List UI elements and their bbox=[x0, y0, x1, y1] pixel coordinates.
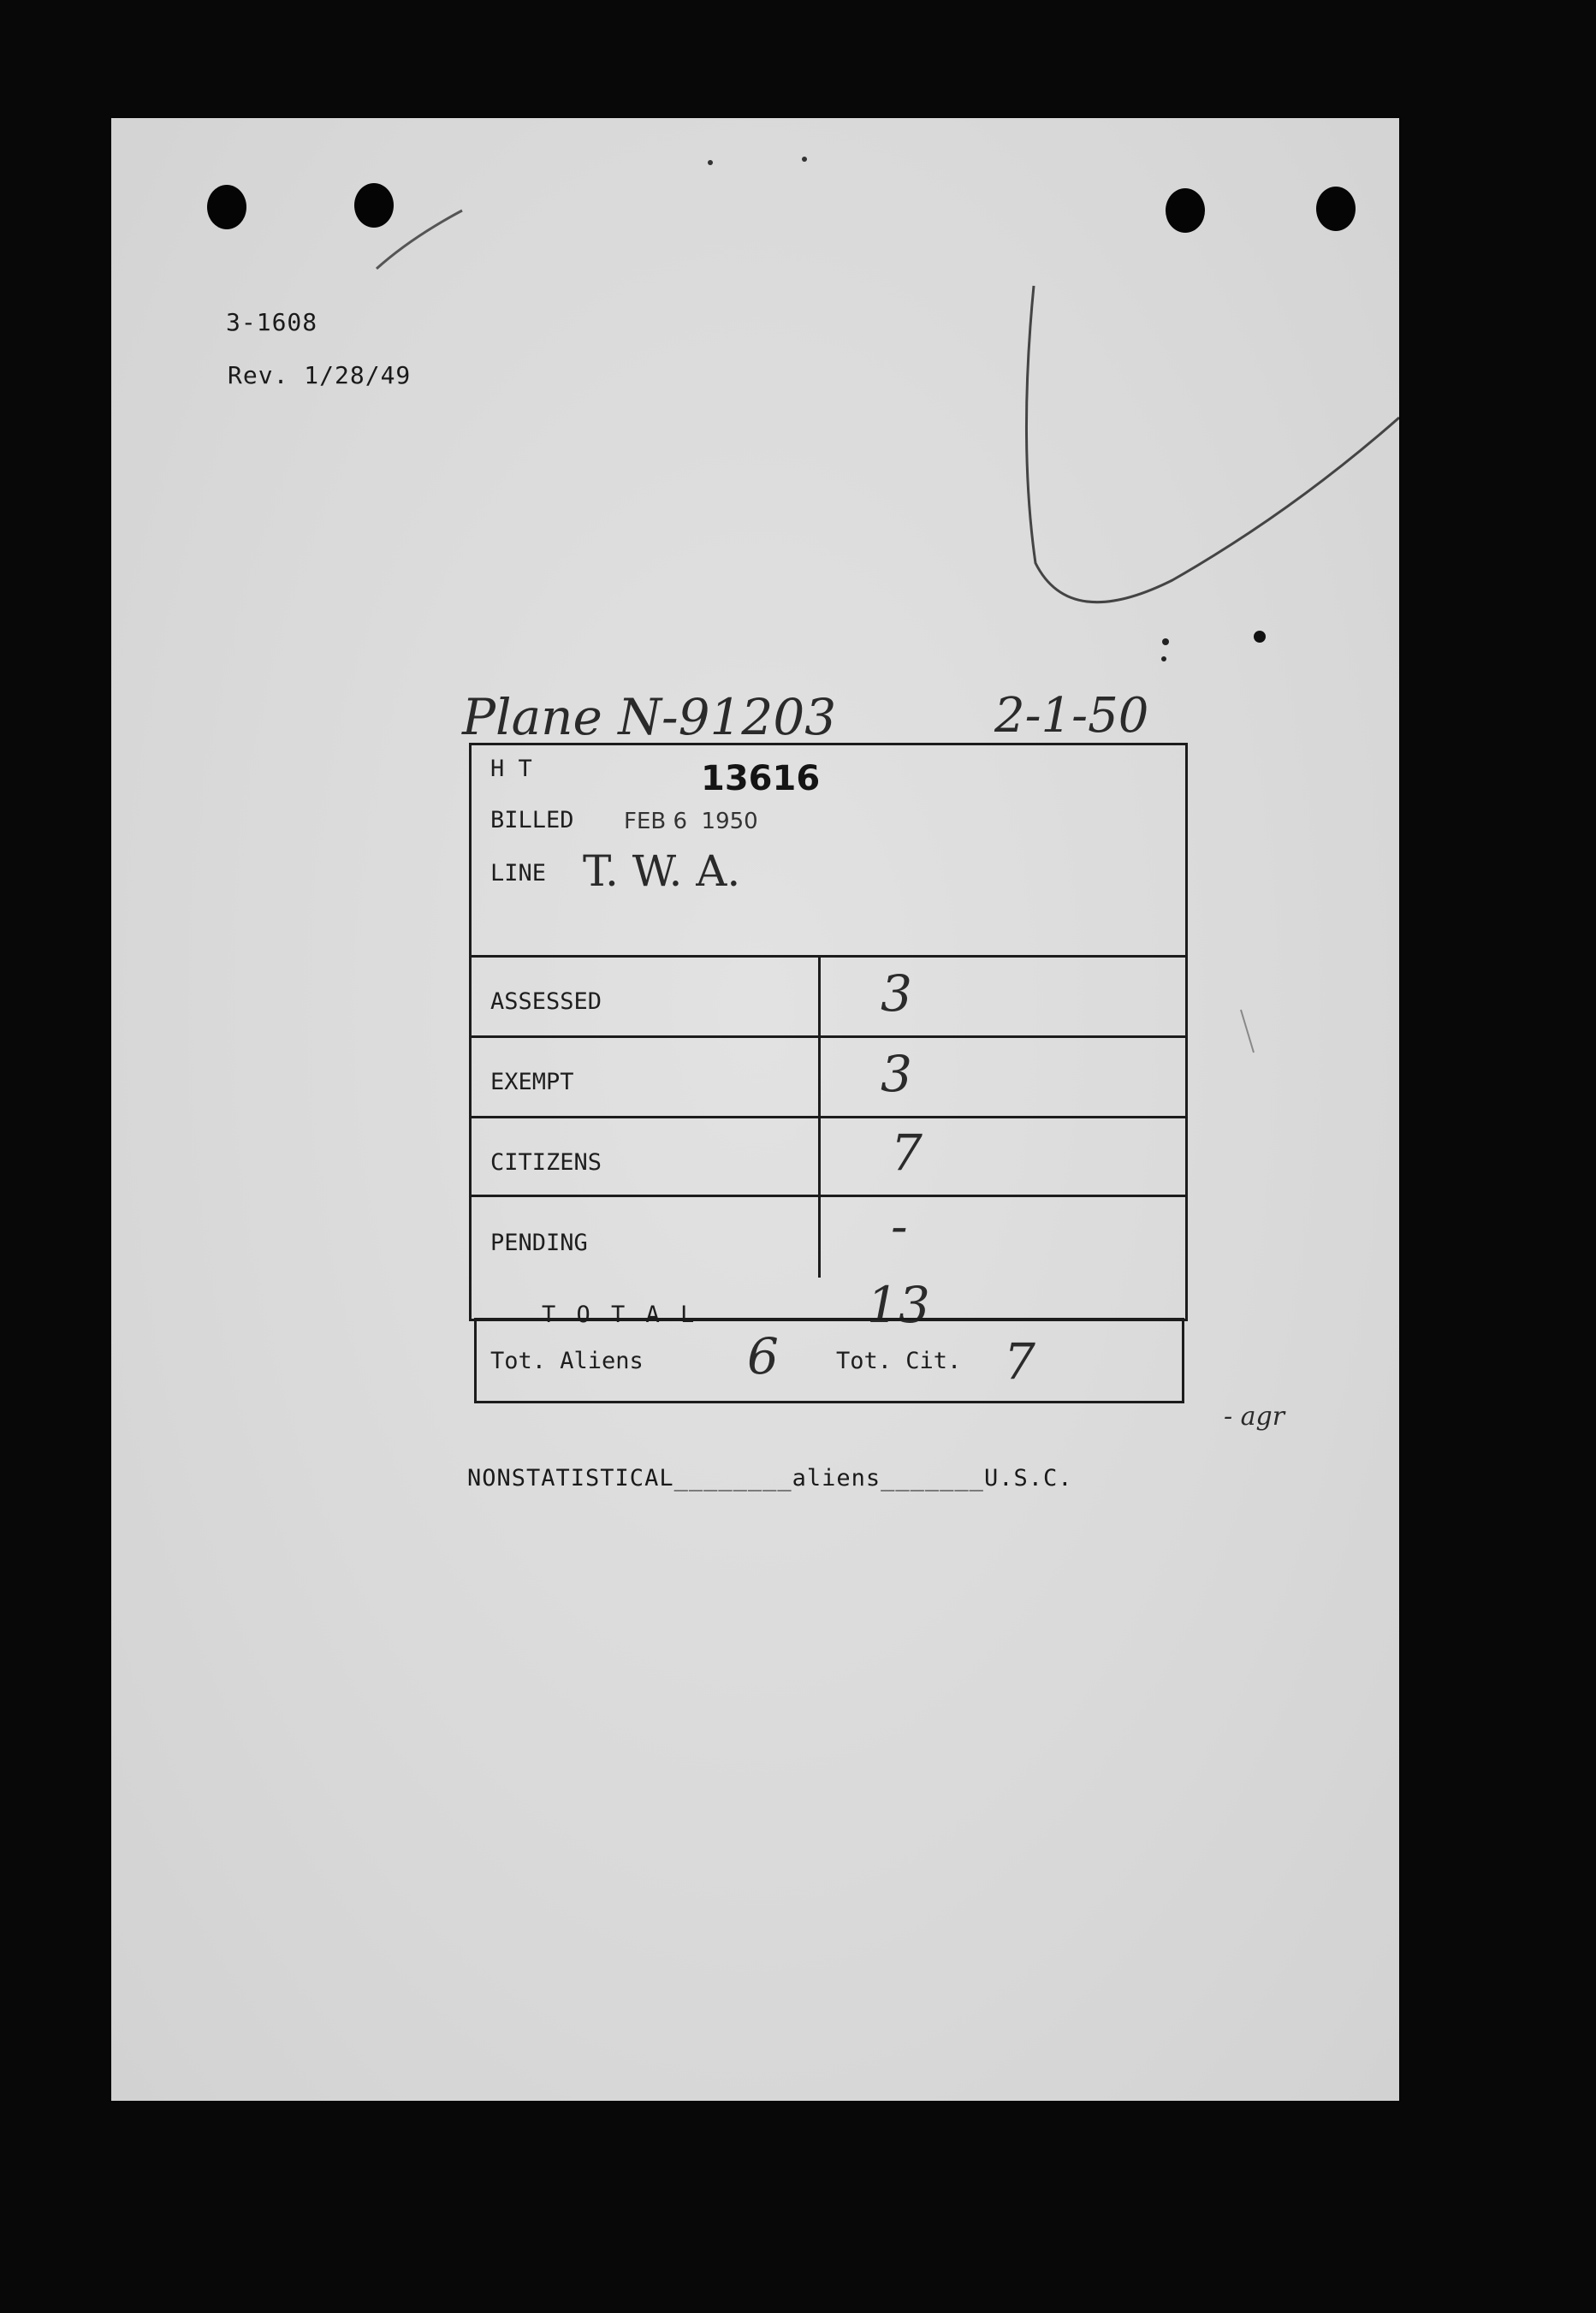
pending-label: PENDING bbox=[490, 1230, 588, 1256]
line-value: T. W. A. bbox=[583, 846, 741, 896]
totals-box bbox=[474, 1318, 1184, 1403]
handwritten-plane-number: Plane N-91203 bbox=[462, 688, 837, 746]
tot-aliens-value: 6 bbox=[747, 1327, 779, 1385]
handwritten-date: 2-1-50 bbox=[994, 688, 1149, 744]
table-row bbox=[472, 1038, 1185, 1118]
assessed-value: 3 bbox=[881, 964, 912, 1023]
billed-label: BILLED bbox=[490, 807, 574, 833]
ht-label: H T bbox=[490, 756, 532, 782]
line-label: LINE bbox=[490, 860, 547, 887]
citizens-label: CITIZENS bbox=[490, 1149, 602, 1176]
exempt-label: EXEMPT bbox=[490, 1069, 574, 1095]
tot-cit-label: Tot. Cit. bbox=[836, 1348, 962, 1374]
assessed-label: ASSESSED bbox=[490, 988, 602, 1015]
citizens-value: 7 bbox=[891, 1124, 923, 1182]
revision-date: Rev. 1/28/49 bbox=[228, 361, 412, 389]
table-row bbox=[472, 958, 1185, 1038]
nonstatistical-line: NONSTATISTICAL________aliens_______U.S.C. bbox=[467, 1465, 1073, 1492]
handwritten-initials: - agr bbox=[1224, 1402, 1285, 1432]
form-header-box bbox=[469, 743, 1188, 958]
document-page bbox=[111, 118, 1399, 2101]
exempt-value: 3 bbox=[881, 1045, 912, 1103]
tot-cit-value: 7 bbox=[1004, 1332, 1035, 1391]
total-label: T O T A L bbox=[542, 1302, 698, 1328]
pending-value: - bbox=[891, 1197, 908, 1255]
column-divider bbox=[818, 958, 821, 1278]
ht-number-stamp: 13616 bbox=[701, 759, 821, 798]
form-number: 3-1608 bbox=[226, 308, 318, 336]
tot-aliens-label: Tot. Aliens bbox=[490, 1348, 644, 1374]
total-value: 13 bbox=[867, 1276, 930, 1334]
table-row bbox=[472, 1118, 1185, 1197]
manifest-form bbox=[469, 743, 1190, 1436]
counts-table bbox=[469, 955, 1188, 1334]
billed-date-stamp: FEB 6 1950 bbox=[624, 809, 758, 834]
